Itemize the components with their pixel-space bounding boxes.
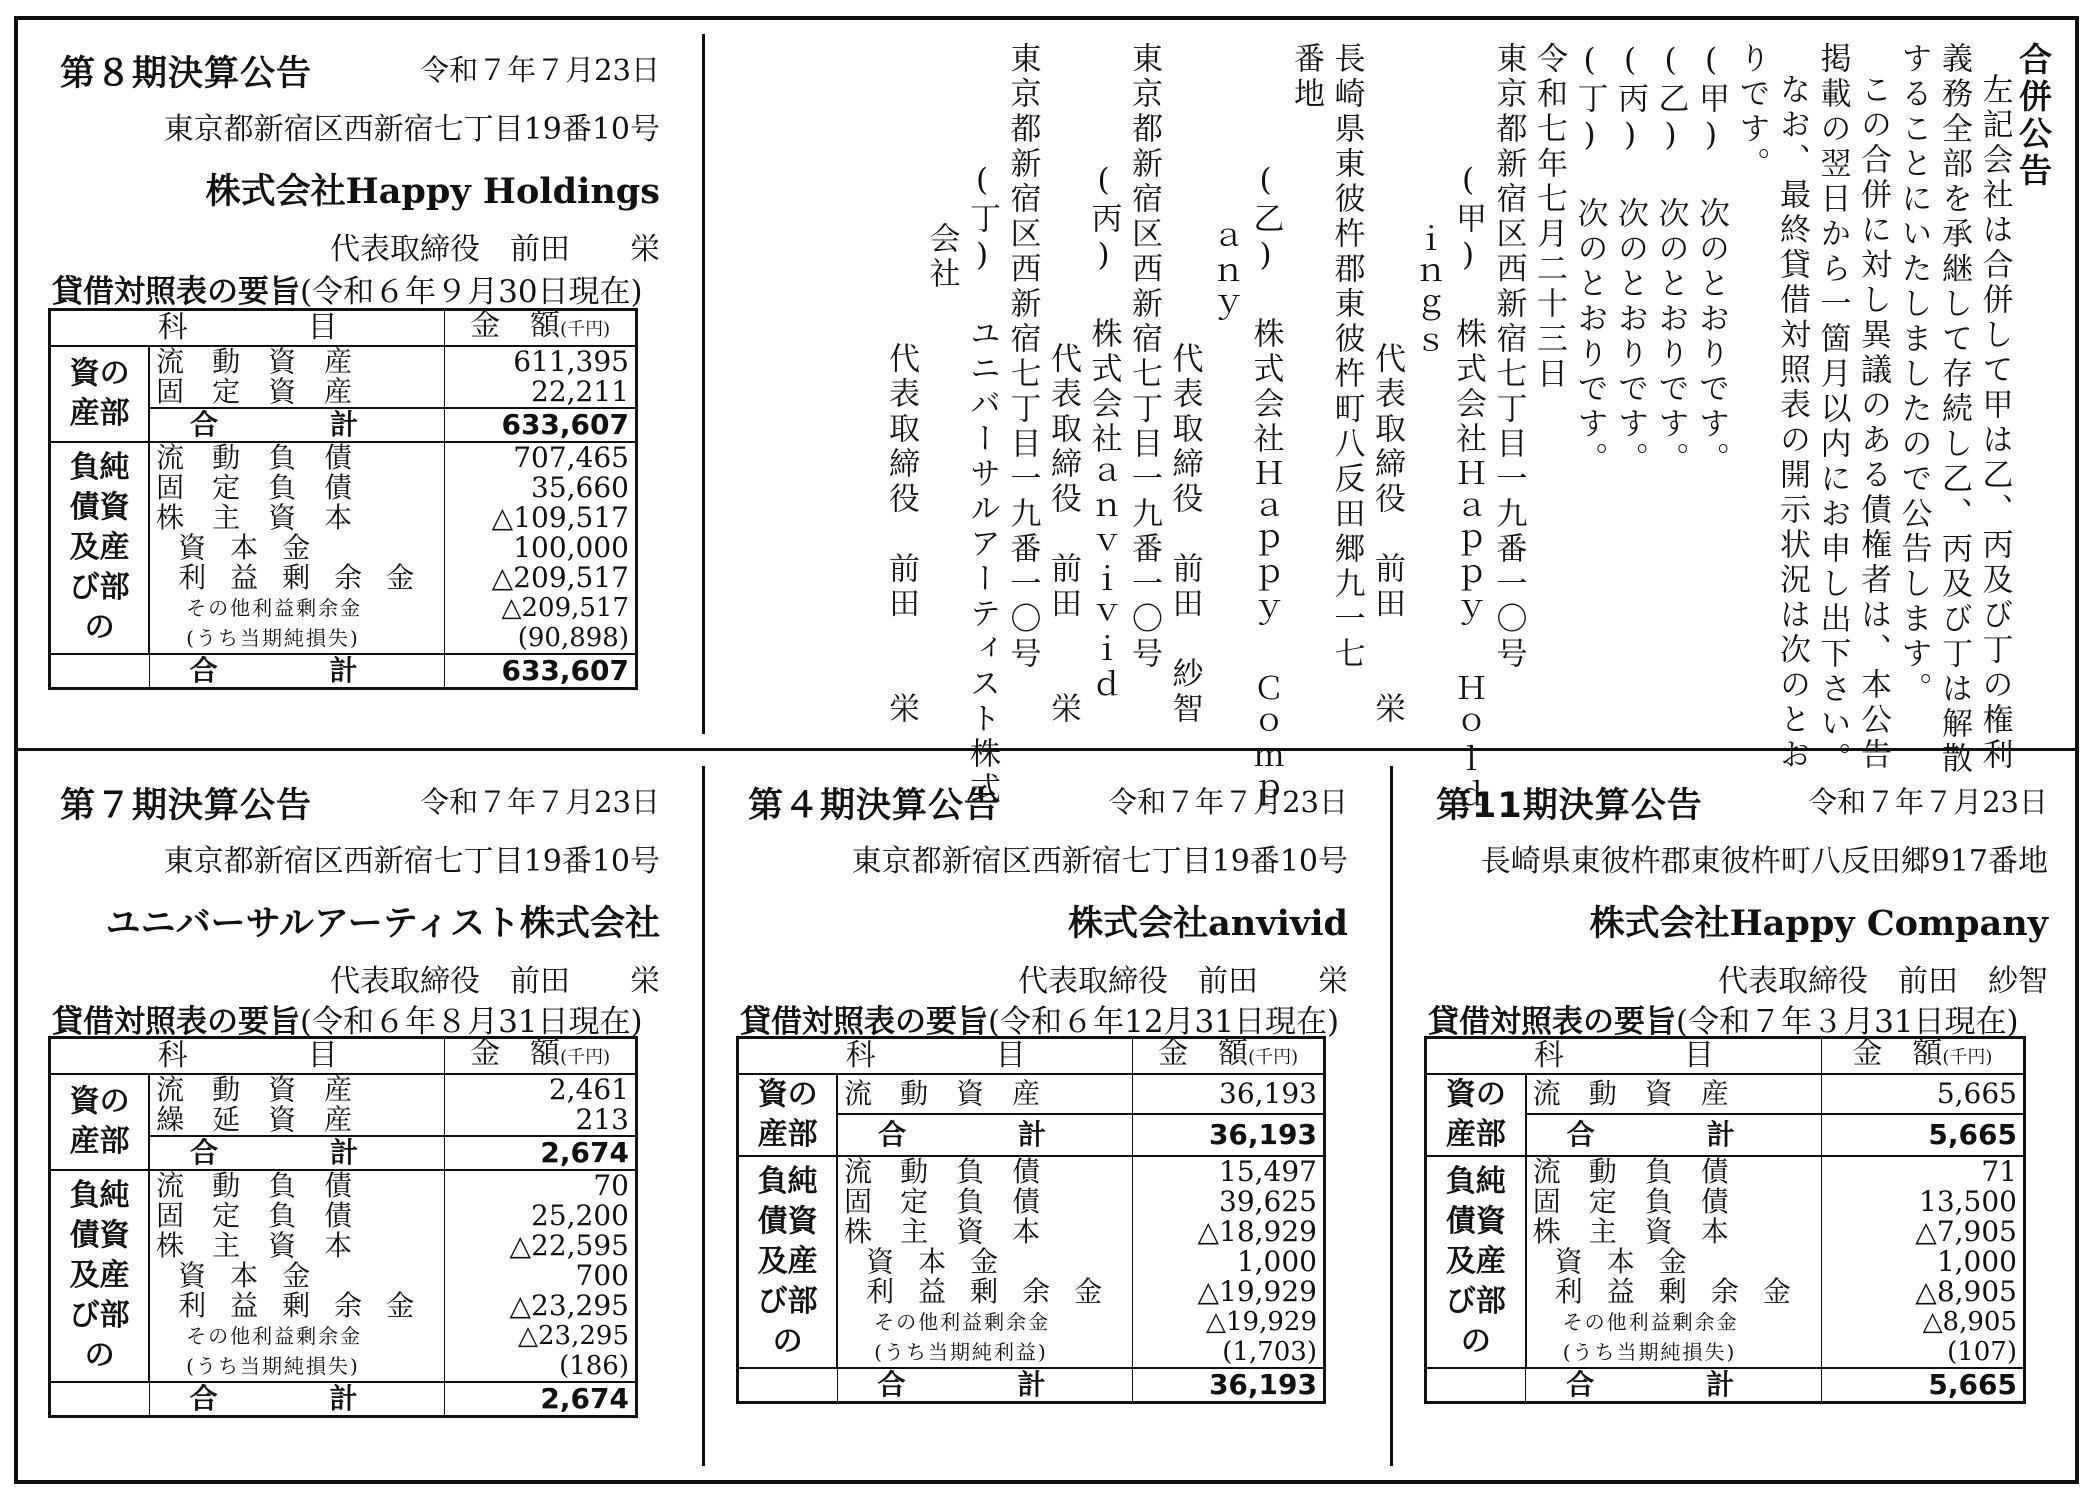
merger-body-line: なお、最終貸借対照表の開示状況は次のとお: [1774, 73, 1810, 773]
company-name: ユニバーサルアーティスト株式会社: [105, 904, 660, 944]
liabilities-total-value: 2,674: [445, 1382, 637, 1416]
liability-item-label: 株主資本: [837, 1217, 1133, 1247]
table-header-row: [1426, 1038, 2025, 1075]
party-company: (丙) 株式会社ａｎｖｉｖｉｄ: [1085, 162, 1122, 702]
settlement-notice-anvivid: [740, 772, 1348, 1472]
settlement-notice-universal-artist: [52, 772, 660, 1472]
settlement-notice-happy-company: [1428, 772, 2048, 1472]
company-address: 東京都新宿区西新宿七丁目19番10号: [163, 844, 660, 879]
assets-section-label: 資の産部: [1426, 1074, 1526, 1156]
asset-row: [50, 346, 637, 377]
balance-sheet-heading: [52, 266, 670, 311]
asset-item-value: 2,461: [445, 1074, 637, 1105]
balance-sheet-table: [736, 1036, 1326, 1404]
liability-item-value: △19,929: [1133, 1307, 1325, 1337]
balance-sheet-table: [48, 1036, 638, 1418]
party-company: 会社: [923, 222, 960, 292]
merger-body-line: することにいたしましたので公告します。: [1895, 42, 1932, 707]
liabilities-total-value: 5,665: [1821, 1368, 2024, 1402]
liability-item-value: (107): [1821, 1337, 2024, 1368]
liability-item-label: 流動負債: [1526, 1156, 1822, 1187]
balance-sheet-table: [48, 308, 638, 690]
liability-item-label: 資本金: [149, 1261, 445, 1291]
liabilities-total-blank: [1426, 1368, 1526, 1402]
divider-horizontal: [18, 748, 2075, 751]
liability-item-value: 39,625: [1133, 1187, 1325, 1217]
header-amount-label: 金 額: [470, 308, 561, 343]
liability-item-label: 流動負債: [149, 1170, 445, 1201]
liability-item-value: △7,905: [1821, 1217, 2024, 1247]
party-representative: 代表取締役 前田 紗智: [1166, 342, 1203, 727]
balance-sheet-heading: [740, 996, 1358, 1041]
party-representative: 代表取締役 前田 栄: [1369, 342, 1405, 727]
liabilities-total-blank: [50, 654, 150, 688]
notice-header: [60, 772, 660, 832]
liability-item-value: 1,000: [1133, 1247, 1325, 1277]
liability-item-value: △23,295: [445, 1321, 637, 1351]
liability-item-value: △8,905: [1821, 1307, 2024, 1337]
liability-item-label: 固定負債: [149, 1201, 445, 1231]
liability-item-value: 700: [445, 1261, 637, 1291]
header-amount: [1821, 1038, 2024, 1075]
liability-item-value: △18,929: [1133, 1217, 1325, 1247]
liability-item-value: △109,517: [445, 503, 637, 533]
assets-section-label: 資の産部: [50, 1074, 150, 1170]
assets-total-label: 合 計: [1526, 1114, 1822, 1156]
balance-sheet-table: [1424, 1036, 2026, 1404]
company-address: 東京都新宿区西新宿七丁目19番10号: [163, 112, 660, 147]
asset-item-label: 流動資産: [1526, 1074, 1822, 1114]
liability-item-label: 資本金: [837, 1247, 1133, 1277]
liability-item-value: △22,595: [445, 1231, 637, 1261]
asset-item-label: 固定資産: [149, 377, 445, 408]
header-item: 科 目: [50, 310, 445, 347]
party-company: ｉｎｇｓ: [1409, 222, 1446, 362]
header-amount: [445, 1038, 637, 1075]
header-item: 科 目: [1426, 1038, 1822, 1075]
liability-row: [738, 1156, 1325, 1187]
assets-total-value: 633,607: [445, 408, 637, 442]
header-unit: (千円): [560, 319, 611, 340]
party-address: 東京都新宿区西新宿七丁目一九番一〇号: [1490, 42, 1527, 672]
notice-title: 第11期決算公告: [1436, 786, 1703, 826]
liabilities-section-label: 負純債資及産び部の: [738, 1156, 838, 1368]
merger-body-line: (丁) 次のとおりです。: [1571, 42, 1608, 477]
liability-item-value: 25,200: [445, 1201, 637, 1231]
representative: 代表取締役 前田 栄: [330, 232, 660, 267]
merger-body-line: (乙) 次のとおりです。: [1652, 42, 1689, 477]
assets-total-value: 5,665: [1821, 1114, 2024, 1156]
liability-row: [50, 1170, 637, 1201]
merger-body-line: りです。: [1733, 42, 1770, 182]
liability-item-value: 100,000: [445, 533, 637, 563]
company-address: 東京都新宿区西新宿七丁目19番10号: [851, 844, 1348, 879]
asset-item-label: 繰延資産: [149, 1105, 445, 1136]
assets-section-label: 資の産部: [738, 1074, 838, 1156]
header-item: 科 目: [738, 1038, 1133, 1075]
notice-title: 第４期決算公告: [748, 786, 1001, 826]
balance-sheet-date: (令和６年８月31日現在): [300, 1004, 643, 1040]
divider-bottom-right: [1390, 766, 1393, 1466]
liability-item-value: 71: [1821, 1156, 2024, 1187]
liabilities-section-label: 負純債資及産び部の: [1426, 1156, 1526, 1368]
merger-title: 合併公告: [2014, 42, 2053, 190]
notice-date: 令和７年７月23日: [420, 785, 660, 819]
asset-item-value: 5,665: [1821, 1074, 2024, 1114]
liability-row: [50, 442, 637, 473]
balance-sheet-date: (令和６年９月30日現在): [300, 274, 643, 310]
liabilities-total-label: 合 計: [837, 1368, 1133, 1402]
merger-body-line: 左記会社は合併して甲は乙、丙及び丁の権利: [1976, 73, 2013, 773]
assets-total-label: 合 計: [149, 408, 445, 442]
asset-row: [1426, 1074, 2025, 1114]
assets-section-label: 資の産部: [50, 346, 150, 442]
liability-item-label: (うち当期純損失): [149, 1351, 445, 1382]
liability-item-value: (186): [445, 1351, 637, 1382]
liability-item-label: 株主資本: [149, 1231, 445, 1261]
asset-item-label: 流動資産: [149, 1074, 445, 1105]
merger-body-line: 令和七年七月二十三日: [1531, 42, 1567, 392]
header-amount-label: 金 額: [1158, 1036, 1249, 1071]
merger-body-line: この合併に対し異議のある債権者は、本公告: [1855, 73, 1891, 773]
liability-item-value: △8,905: [1821, 1277, 2024, 1307]
liability-item-value: 35,660: [445, 473, 637, 503]
settlement-notice-happy-holdings: [52, 40, 660, 740]
liability-row: [1426, 1156, 2025, 1187]
party-representative: 代表取締役 前田 栄: [883, 342, 919, 727]
balance-sheet-heading-label: 貸借対照表の要旨: [1428, 1004, 1676, 1040]
asset-row: [50, 1074, 637, 1105]
table-header-row: [50, 310, 637, 347]
party-address: 東京都新宿区西新宿七丁目一九番一〇号: [1004, 42, 1041, 672]
liability-item-label: 固定負債: [1526, 1187, 1822, 1217]
header-amount-label: 金 額: [1852, 1036, 1943, 1071]
party-address: 東京都新宿区西新宿七丁目一九番一〇号: [1126, 42, 1162, 672]
liability-item-label: その他利益剰余金: [1526, 1307, 1822, 1337]
asset-item-value: 22,211: [445, 377, 637, 408]
asset-item-label: 流動資産: [149, 346, 445, 377]
liability-item-value: 707,465: [445, 442, 637, 473]
merger-body-line: 掲載の翌日から一箇月以内にお申し出下さい。: [1814, 42, 1851, 777]
liability-item-value: 15,497: [1133, 1156, 1325, 1187]
party-company: (乙) 株式会社Ｈａｐｐｙ Ｃｏｍｐ: [1247, 162, 1284, 812]
divider-top: [702, 34, 705, 734]
asset-item-value: 36,193: [1133, 1074, 1325, 1114]
balance-sheet-heading-label: 貸借対照表の要旨: [52, 274, 300, 310]
header-amount: [445, 310, 637, 347]
liabilities-total-blank: [738, 1368, 838, 1402]
liability-item-label: 利益剰余金: [1526, 1277, 1822, 1307]
liability-item-label: 固定負債: [837, 1187, 1133, 1217]
company-name: 株式会社Happy Holdings: [205, 171, 660, 212]
liability-item-label: 流動負債: [837, 1156, 1133, 1187]
balance-sheet-heading-label: 貸借対照表の要旨: [740, 1004, 988, 1040]
liability-item-label: 利益剰余金: [149, 563, 445, 593]
liability-item-label: (うち当期純損失): [149, 623, 445, 654]
liability-item-label: 流動負債: [149, 442, 445, 473]
liability-item-value: 1,000: [1821, 1247, 2024, 1277]
liabilities-total-row: [1426, 1368, 2025, 1402]
asset-item-label: 流動資産: [837, 1074, 1133, 1114]
liability-item-label: 固定負債: [149, 473, 445, 503]
asset-item-value: 611,395: [445, 346, 637, 377]
liability-item-value: △19,929: [1133, 1277, 1325, 1307]
balance-sheet-heading: [1428, 996, 2058, 1041]
company-name: 株式会社Happy Company: [1589, 903, 2048, 944]
liability-item-label: 株主資本: [1526, 1217, 1822, 1247]
merger-body-line: 義務全部を承継して存続し乙、丙及び丁は解散: [1936, 42, 1972, 777]
header-unit: (千円): [560, 1047, 611, 1068]
liability-item-value: (90,898): [445, 623, 637, 654]
balance-sheet-heading-label: 貸借対照表の要旨: [52, 1004, 300, 1040]
liability-item-label: 資本金: [149, 533, 445, 563]
party-representative: 代表取締役 前田 栄: [1045, 342, 1081, 727]
party-company: (丁) ユニバーサルアーティスト株式: [964, 162, 1000, 807]
liability-item-label: 利益剰余金: [837, 1277, 1133, 1307]
divider-bottom-left: [702, 766, 705, 1466]
balance-sheet-date: (令和７年３月31日現在): [1676, 1004, 2019, 1040]
liability-item-label: その他利益剰余金: [149, 1321, 445, 1351]
table-header-row: [50, 1038, 637, 1075]
liability-item-label: 資本金: [1526, 1247, 1822, 1277]
liability-item-label: 利益剰余金: [149, 1291, 445, 1321]
liability-item-value: △209,517: [445, 593, 637, 623]
party-company: ａｎｙ: [1207, 222, 1243, 327]
header-amount-label: 金 額: [470, 1036, 561, 1071]
liabilities-total-label: 合 計: [149, 654, 445, 688]
table-header-row: [738, 1038, 1325, 1075]
liability-item-label: その他利益剰余金: [837, 1307, 1133, 1337]
notice-date: 令和７年７月23日: [1108, 785, 1348, 819]
liability-item-value: (1,703): [1133, 1337, 1325, 1368]
assets-total-value: 2,674: [445, 1136, 637, 1170]
liability-item-label: 株主資本: [149, 503, 445, 533]
assets-total-value: 36,193: [1133, 1114, 1325, 1156]
assets-total-label: 合 計: [837, 1114, 1133, 1156]
merger-body-line: (丙) 次のとおりです。: [1612, 42, 1648, 477]
notice-date: 令和７年７月23日: [1808, 785, 2048, 819]
party-address: 番地: [1288, 42, 1324, 112]
representative: 代表取締役 前田 紗智: [1718, 964, 2048, 999]
liability-item-value: 13,500: [1821, 1187, 2024, 1217]
liabilities-section-label: 負純債資及産び部の: [50, 442, 150, 654]
liabilities-section-label: 負純債資及産び部の: [50, 1170, 150, 1382]
party-address: 長崎県東彼杵郡東彼杵町八反田郷九一七: [1328, 42, 1365, 672]
header-unit: (千円): [1942, 1047, 1993, 1068]
notice-title: 第７期決算公告: [60, 786, 313, 826]
header-amount: [1133, 1038, 1325, 1075]
liabilities-total-row: [738, 1368, 1325, 1402]
party-company: (甲) 株式会社Ｈａｐｐｙ Ｈｏｌｄ: [1450, 162, 1486, 812]
liabilities-total-row: [50, 654, 637, 688]
notice-title: 第８期決算公告: [60, 54, 313, 94]
liabilities-total-value: 36,193: [1133, 1368, 1325, 1402]
company-name: 株式会社anvivid: [1068, 903, 1348, 944]
representative: 代表取締役 前田 栄: [330, 964, 660, 999]
assets-total-label: 合 計: [149, 1136, 445, 1170]
header-item: 科 目: [50, 1038, 445, 1075]
notice-header: [1436, 772, 2048, 832]
liabilities-total-label: 合 計: [1526, 1368, 1822, 1402]
company-address: 長崎県東彼杵郡東彼杵町八反田郷917番地: [1480, 844, 2048, 879]
asset-item-value: 213: [445, 1105, 637, 1136]
liabilities-total-row: [50, 1382, 637, 1416]
asset-row: [738, 1074, 1325, 1114]
notice-date: 令和７年７月23日: [420, 53, 660, 87]
liability-item-label: (うち当期純損失): [1526, 1337, 1822, 1368]
header-unit: (千円): [1248, 1047, 1299, 1068]
liabilities-total-label: 合 計: [149, 1382, 445, 1416]
liability-item-value: 70: [445, 1170, 637, 1201]
notice-header: [60, 40, 660, 100]
liability-item-value: △209,517: [445, 563, 637, 593]
balance-sheet-heading: [52, 996, 670, 1041]
liability-item-value: △23,295: [445, 1291, 637, 1321]
balance-sheet-date: (令和６年12月31日現在): [988, 1004, 1340, 1040]
merger-body-line: (甲) 次のとおりです。: [1693, 42, 1729, 477]
liability-item-label: その他利益剰余金: [149, 593, 445, 623]
liability-item-label: (うち当期純利益): [837, 1337, 1133, 1368]
representative: 代表取締役 前田 栄: [1018, 964, 1348, 999]
liabilities-total-value: 633,607: [445, 654, 637, 688]
liabilities-total-blank: [50, 1382, 150, 1416]
